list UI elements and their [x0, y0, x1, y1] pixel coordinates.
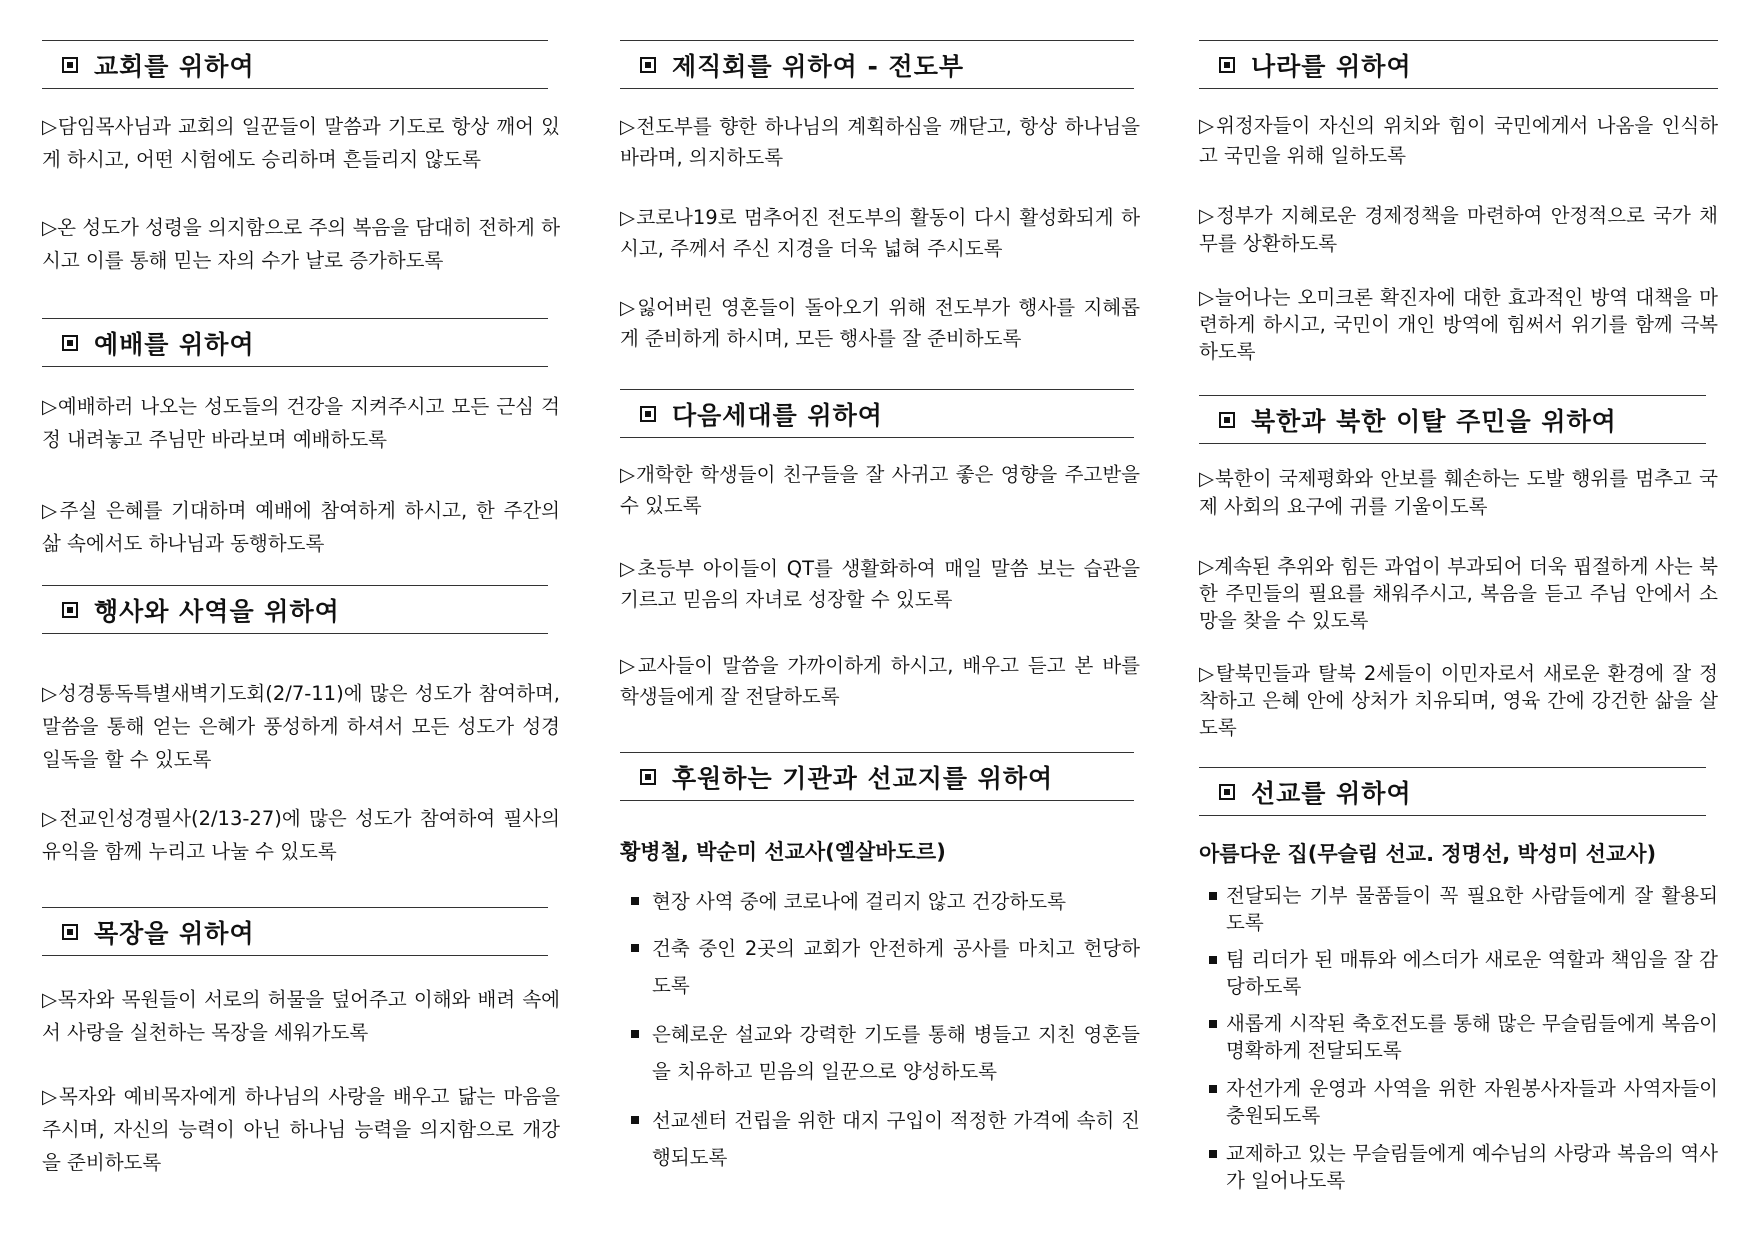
- prayer-item: ▷개학한 학생들이 친구들을 잘 사귀고 좋은 영향을 주고받을 수 있도록: [620, 463, 1140, 517]
- prayer-item: ▷담임목사님과 교회의 일꾼들이 말씀과 기도로 항상 깨어 있게 하시고, 어떤 시험에도 승리하며 흔들리지 않도록: [42, 115, 560, 171]
- section-title: 나라를 위하여: [1251, 51, 1412, 81]
- square-bullet-icon: [1209, 1150, 1217, 1158]
- section-title: 예배를 위하여: [94, 329, 255, 359]
- prayer-item: ▷전교인성경필사(2/13-27)에 많은 성도가 참여하여 필사의 유익을 함께 누리고 나눌 수 있도록: [42, 807, 560, 863]
- prayer-item: ▷북한이 국제평화와 안보를 훼손하는 도발 행위를 멈추고 국제 사회의 요구에 귀를 기울이도록: [1199, 467, 1718, 518]
- prayer-item: ▷전도부를 향한 하나님의 계획하심을 깨닫고, 항상 하나님을 바라며, 의지하도록: [620, 115, 1140, 169]
- square-bullet-icon: [62, 335, 78, 351]
- bullet-item: 자선가게 운영과 사역을 위한 자원봉사자들과 사역자들이 충원되도록: [1209, 1075, 1718, 1129]
- bullet-item: 전달되는 기부 물품들이 꼭 필요한 사람들에게 잘 활용되도록: [1209, 882, 1718, 936]
- prayer-item: ▷예배하러 나오는 성도들의 건강을 지켜주시고 모든 근심 걱정 내려놓고 주님만 바라보며 예배하도록: [42, 395, 560, 451]
- square-bullet-icon: [631, 944, 639, 952]
- prayer-item: ▷목자와 예비목자에게 하나님의 사랑을 배우고 닮는 마음을 주시며, 자신의 능력이 아닌 하나님 능력을 의지함으로 개강을 준비하도록: [42, 1085, 560, 1174]
- bullet-item: 은혜로운 설교와 강력한 기도를 통해 병들고 지친 영혼들을 치유하고 믿음의 일꾼으로 양성하도록: [631, 1016, 1140, 1090]
- section-title: 후원하는 기관과 선교지를 위하여: [672, 763, 1054, 793]
- section-header-supported-missions: [620, 752, 1134, 801]
- section-header-worship: [42, 318, 548, 367]
- prayer-item: ▷늘어나는 오미크론 확진자에 대한 효과적인 방역 대책을 마련하게 하시고, 국민이 개인 방역에 힘써서 위기를 함께 극복하도록: [1199, 286, 1718, 363]
- prayer-item: ▷탈북민들과 탈북 2세들이 이민자로서 새로운 환경에 잘 정착하고 은혜 안에 상처가 치유되며, 영육 간에 강건한 삶을 살도록: [1199, 662, 1718, 739]
- section-header-events: [42, 585, 548, 634]
- square-bullet-icon: [1209, 956, 1217, 964]
- square-bullet-icon: [1209, 1020, 1217, 1028]
- section-title: 행사와 사역을 위하여: [94, 596, 340, 626]
- square-bullet-icon: [62, 924, 78, 940]
- square-bullet-icon: [631, 1030, 639, 1038]
- missionary-name: 아름다운 집(무슬림 선교. 정명선, 박성미 선교사): [1199, 842, 1657, 866]
- missionary-name: 황병철, 박순미 선교사(엘살바도르): [620, 840, 946, 864]
- section-title: 북한과 북한 이탈 주민을 위하여: [1251, 406, 1617, 436]
- square-bullet-icon: [631, 1116, 639, 1124]
- square-bullet-icon: [1209, 892, 1217, 900]
- square-bullet-icon: [1219, 412, 1235, 428]
- prayer-item: ▷성경통독특별새벽기도회(2/7-11)에 많은 성도가 참여하며, 말씀을 통해 얻는 은혜가 풍성하게 하셔서 모든 성도가 성경 일독을 할 수 있도록: [42, 682, 560, 771]
- section-header-evangelism: [620, 40, 1134, 89]
- square-bullet-icon: [640, 57, 656, 73]
- prayer-item: ▷계속된 추위와 힘든 과업이 부과되어 더욱 핍절하게 사는 북한 주민들의 필요를 채워주시고, 복음을 듣고 주님 안에서 소망을 찾을 수 있도록: [1199, 555, 1718, 632]
- prayer-item: ▷코로나19로 멈추어진 전도부의 활동이 다시 활성화되게 하시고, 주께서 주신 지경을 더욱 넓혀 주시도록: [620, 206, 1140, 260]
- square-bullet-icon: [1219, 784, 1235, 800]
- bullet-item: 새롭게 시작된 축호전도를 통해 많은 무슬림들에게 복음이 명확하게 전달되도록: [1209, 1010, 1718, 1064]
- prayer-item: ▷정부가 지혜로운 경제정책을 마련하여 안정적으로 국가 채무를 상환하도록: [1199, 204, 1718, 255]
- square-bullet-icon: [1219, 57, 1235, 73]
- prayer-item: ▷주실 은혜를 기대하며 예배에 참여하게 하시고, 한 주간의 삶 속에서도 하나님과 동행하도록: [42, 499, 560, 555]
- square-bullet-icon: [640, 406, 656, 422]
- section-header-next-generation: [620, 389, 1134, 438]
- prayer-item: ▷목자와 목원들이 서로의 허물을 덮어주고 이해와 배려 속에서 사랑을 실천하는 목장을 세워가도록: [42, 988, 560, 1044]
- prayer-item: ▷초등부 아이들이 QT를 생활화하여 매일 말씀 보는 습관을 기르고 믿음의 자녀로 성장할 수 있도록: [620, 557, 1140, 611]
- section-header-mission: [1199, 767, 1706, 816]
- bullet-item: 현장 사역 중에 코로나에 걸리지 않고 건강하도록: [631, 883, 1140, 920]
- bullet-item: 교제하고 있는 무슬림들에게 예수님의 사랑과 복음의 역사가 일어나도록: [1209, 1140, 1718, 1194]
- section-title: 교회를 위하여: [94, 51, 255, 81]
- prayer-item: ▷온 성도가 성령을 의지함으로 주의 복음을 담대히 전하게 하시고 이를 통해 믿는 자의 수가 날로 증가하도록: [42, 216, 560, 272]
- bullet-item: 건축 중인 2곳의 교회가 안전하게 공사를 마치고 헌당하도록: [631, 930, 1140, 1004]
- section-title: 목장을 위하여: [94, 918, 255, 948]
- section-header-north-korea: [1199, 395, 1706, 444]
- section-header-church: [42, 40, 548, 89]
- section-title: 다음세대를 위하여: [672, 400, 883, 430]
- prayer-item: ▷교사들이 말씀을 가까이하게 하시고, 배우고 듣고 본 바를 학생들에게 잘 전달하도록: [620, 654, 1140, 708]
- section-header-nation: [1199, 40, 1718, 89]
- section-header-cell: [42, 907, 548, 956]
- prayer-item: ▷잃어버린 영혼들이 돌아오기 위해 전도부가 행사를 지혜롭게 준비하게 하시며, 모든 행사를 잘 준비하도록: [620, 296, 1140, 350]
- square-bullet-icon: [640, 769, 656, 785]
- square-bullet-icon: [631, 897, 639, 905]
- section-title: 제직회를 위하여 - 전도부: [672, 51, 964, 81]
- bullet-item: 선교센터 건립을 위한 대지 구입이 적정한 가격에 속히 진행되도록: [631, 1102, 1140, 1176]
- square-bullet-icon: [1209, 1085, 1217, 1093]
- square-bullet-icon: [62, 57, 78, 73]
- prayer-item: ▷위정자들이 자신의 위치와 힘이 국민에게서 나옴을 인식하고 국민을 위해 일하도록: [1199, 114, 1718, 167]
- section-title: 선교를 위하여: [1251, 778, 1412, 808]
- bullet-item: 팀 리더가 된 매튜와 에스더가 새로운 역할과 책임을 잘 감당하도록: [1209, 946, 1718, 1000]
- square-bullet-icon: [62, 602, 78, 618]
